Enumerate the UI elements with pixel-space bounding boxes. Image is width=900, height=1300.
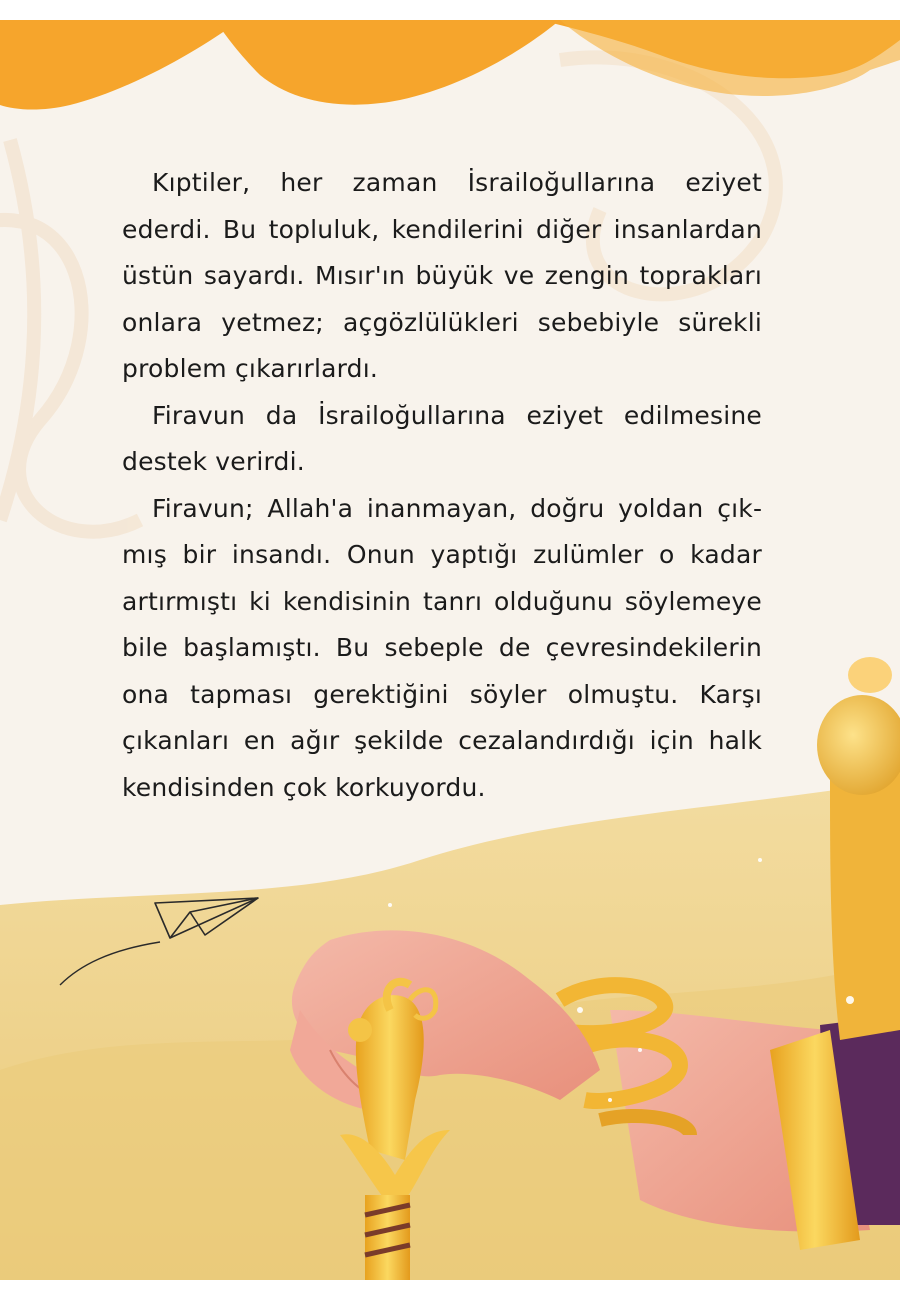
paragraph-2: Firavun da İsrailoğullarına eziyet edilmesine destek verirdi. bbox=[122, 400, 762, 476]
story-text bbox=[122, 160, 762, 811]
paragraph-1: Kıptiler, her zaman İsrailoğullarına eziyet ederdi. Bu topluluk, kendilerini diğer insanlardan üstün sayardı. Mısır'ın büyük ve zengin toprakları onlara yetmez; açgözlülükleri sebebiyle sürekli problem çıkarırlardı. bbox=[122, 168, 762, 383]
page-margin-top bbox=[0, 0, 900, 20]
page-margin-bottom bbox=[0, 1280, 900, 1300]
orange-wave-banner bbox=[0, 20, 900, 110]
paragraph-3: Firavun; Allah'a inanmayan, doğru yoldan çıkmış bir insandı. Onun yaptığı zulümler o kadar artırmıştı ki kendisinin tanrı olduğunu söylemeye bile başlamıştı. Bu sebeple de çevresindekilerin ona tapması gerektiğini söyler olmuştu. Karşı çıkanları en ağır şekilde cezalandırdığı için halk kendisinden çok korkuyordu. bbox=[122, 493, 762, 802]
